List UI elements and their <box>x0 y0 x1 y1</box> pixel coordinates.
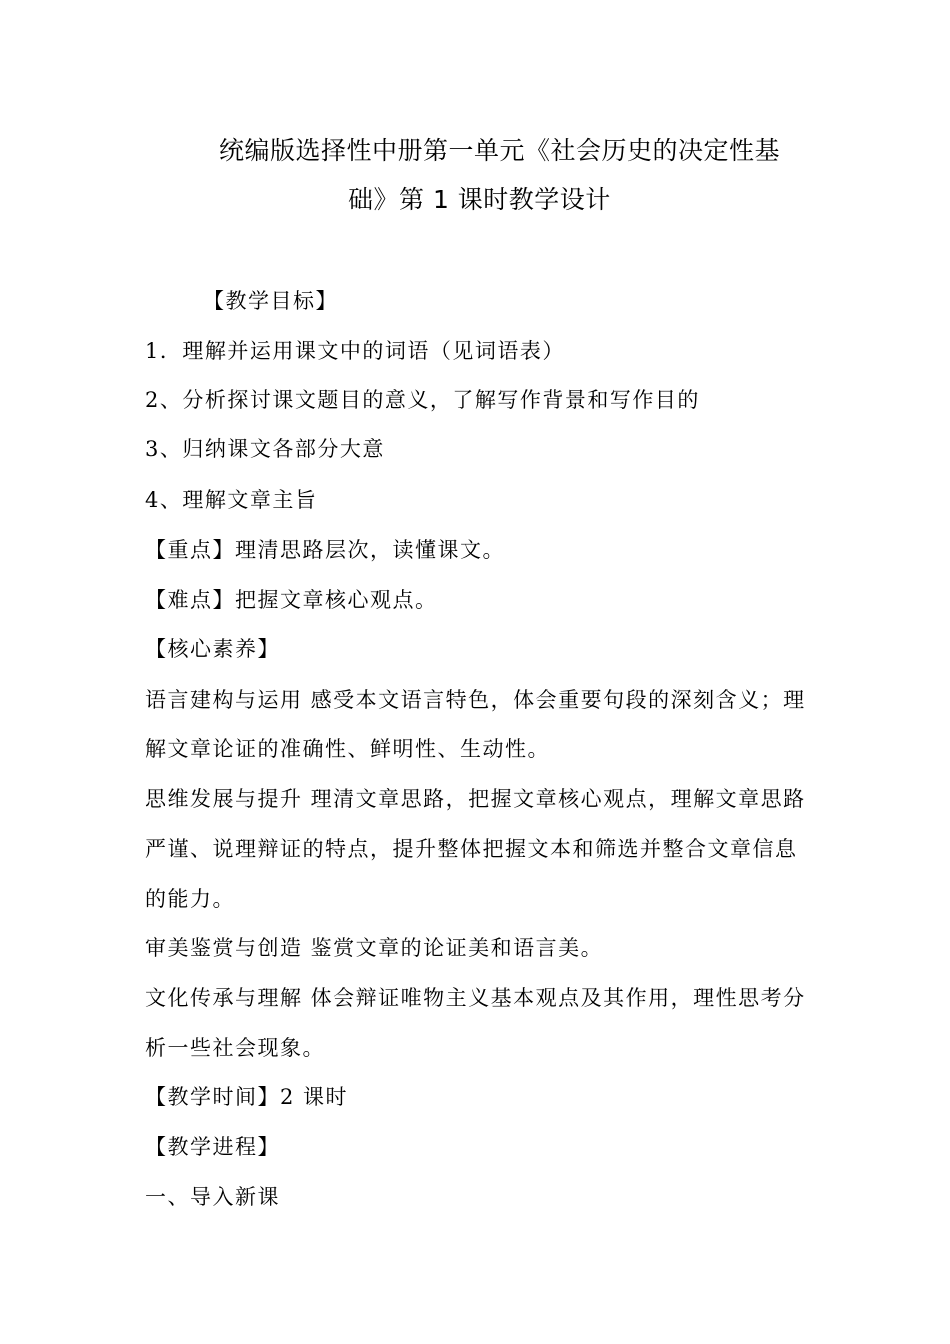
teaching-process-heading: 【教学进程】 <box>145 1135 280 1159</box>
objective-item-4: 4、理解文章主旨 <box>145 488 318 512</box>
core-literacy-aesthetics: 审美鉴赏与创造 鉴赏文章的论证美和语言美。 <box>145 936 604 960</box>
objective-item-3: 3、归纳课文各部分大意 <box>145 437 385 461</box>
document-title-line-1: 统编版选择性中册第一单元《社会历史的决定性基 <box>219 136 781 165</box>
core-literacy-thinking-line-1: 思维发展与提升 理清文章思路，把握文章核心观点，理解文章思路 <box>145 787 806 811</box>
core-literacy-language-line-1: 语言建构与运用 感受本文语言特色，体会重要句段的深刻含义；理 <box>145 688 806 712</box>
core-literacy-thinking-line-3: 的能力。 <box>145 887 235 911</box>
section-heading-introduction: 一、导入新课 <box>145 1185 280 1209</box>
objective-item-1: 1．理解并运用课文中的词语（见词语表） <box>145 339 565 363</box>
teaching-time: 【教学时间】2 课时 <box>145 1085 349 1109</box>
core-literacy-thinking-line-2: 严谨、说理辩证的特点，提升整体把握文本和筛选并整合文章信息 <box>145 837 798 861</box>
key-point: 【重点】理清思路层次，读懂课文。 <box>145 538 505 562</box>
core-literacy-culture-line-1: 文化传承与理解 体会辩证唯物主义基本观点及其作用，理性思考分 <box>145 986 806 1010</box>
core-literacy-heading: 【核心素养】 <box>145 637 280 661</box>
core-literacy-culture-line-2: 析一些社会现象。 <box>145 1036 325 1060</box>
difficulty-point: 【难点】把握文章核心观点。 <box>145 588 438 612</box>
objectives-heading: 【教学目标】 <box>203 289 338 313</box>
core-literacy-language-line-2: 解文章论证的准确性、鲜明性、生动性。 <box>145 737 550 761</box>
objective-item-2: 2、分析探讨课文题目的意义，了解写作背景和写作目的 <box>145 388 700 412</box>
document-title-line-2: 础》第 1 课时教学设计 <box>348 185 611 214</box>
